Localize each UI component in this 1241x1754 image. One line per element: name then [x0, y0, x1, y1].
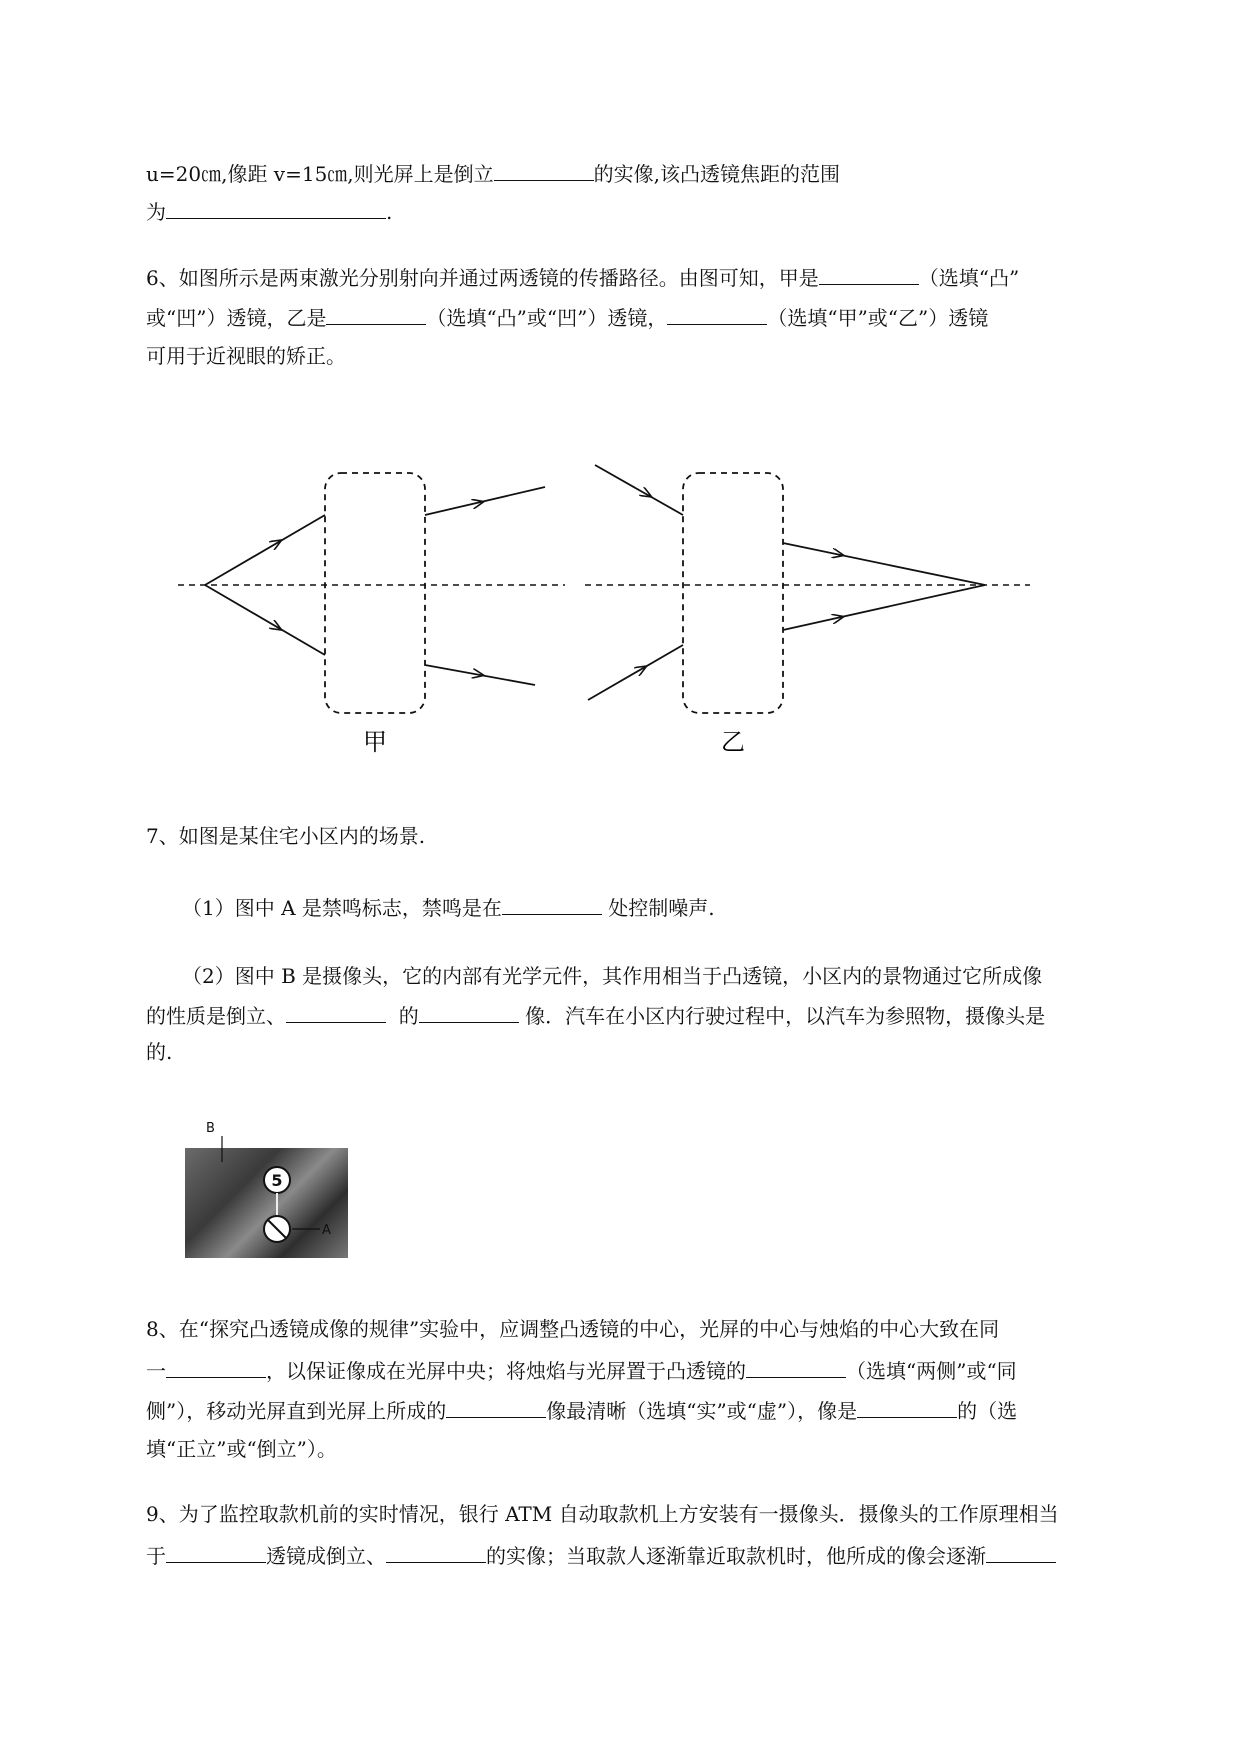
ray-yi-in-lower: [588, 645, 683, 700]
q8-text-e: 侧”），移动光屏直到光屏上所成的: [146, 1399, 447, 1423]
answer-blank[interactable]: [166, 196, 386, 219]
photo-label-b: B: [206, 1121, 215, 1136]
answer-blank[interactable]: [857, 1395, 957, 1418]
q9-text-c: 透镜成倒立、: [266, 1544, 386, 1568]
answer-blank[interactable]: [746, 1355, 846, 1378]
q8-text-a: 8、在“探究凸透镜成像的规律”实验中，应调整凸透镜的中心，光屏的中心与烛焰的中心大致在同: [146, 1317, 1000, 1341]
ray-jia-in-upper: [205, 515, 325, 585]
q8-text-f: 像最清晰（选填“实”或“虚”），像是: [546, 1399, 858, 1423]
q6-line3: [146, 342, 346, 370]
photo-label-a: A: [322, 1223, 331, 1238]
q5-text-d: .: [386, 200, 393, 224]
q6-text-b: （选填“凸”: [918, 266, 1020, 290]
q8-text-h: 填“正立”或“倒立”）。: [146, 1437, 337, 1461]
q6-text-a: 6、如图所示是两束激光分别射向并通过两透镜的传播路径。由图可知，甲是: [146, 266, 819, 290]
answer-blank[interactable]: [446, 1395, 546, 1418]
ray-jia-out-upper: [425, 487, 545, 515]
q5-text-b: 的实像,该凸透镜焦距的范围: [593, 162, 841, 186]
q8-text-d: （选填“两侧”或“同: [846, 1359, 1017, 1383]
q7-line1: [146, 822, 425, 850]
answer-blank[interactable]: [166, 1540, 266, 1563]
q9-text-b: 于: [146, 1544, 166, 1568]
q7-text-d: （2）图中 B 是摄像头，它的内部有光学元件，其作用相当于凸透镜，小区内的景物通过它所成像: [182, 964, 1043, 988]
answer-blank[interactable]: [502, 892, 602, 915]
q7-text-f: 的: [398, 1004, 419, 1028]
ray-yi-out-lower: [783, 585, 985, 630]
q8-line4: [146, 1435, 337, 1463]
answer-blank[interactable]: [667, 302, 767, 325]
q7-line5: [146, 1038, 172, 1066]
answer-blank[interactable]: [166, 1355, 266, 1378]
q7-text-a: 7、如图是某住宅小区内的场景.: [146, 824, 426, 848]
label-yi: 乙: [721, 728, 745, 756]
q7-text-b: （1）图中 A 是禁鸣标志，禁鸣是在: [182, 896, 502, 920]
q8-line1: [146, 1315, 999, 1343]
lens-jia: [325, 473, 425, 713]
answer-blank[interactable]: [386, 1540, 486, 1563]
ray-yi-out-upper: [783, 543, 985, 585]
q8-text-g: 的（选: [957, 1399, 1018, 1423]
q8-text-c: ，以保证像成在光屏中央；将烛焰与光屏置于凸透镜的: [266, 1359, 746, 1383]
q9-line2: [146, 1540, 1056, 1570]
answer-blank[interactable]: [986, 1540, 1056, 1563]
ray-jia-out-lower: [425, 665, 535, 685]
answer-blank[interactable]: [286, 1000, 386, 1023]
q7-line4: [146, 1000, 1045, 1030]
answer-blank[interactable]: [419, 1000, 519, 1023]
q5-text-c: 为: [146, 200, 166, 224]
q7-text-e: 的性质是倒立、: [146, 1004, 286, 1028]
lens-diagram: [170, 445, 1070, 775]
q7-text-h: 的.: [146, 1040, 173, 1064]
q5-line2: [146, 196, 392, 226]
answer-blank[interactable]: [326, 302, 426, 325]
ray-jia-in-lower: [205, 585, 325, 655]
q5-line1: [146, 158, 840, 188]
q6-text-f: 可用于近视眼的矫正。: [146, 344, 346, 368]
q6-text-c: 或“凹”）透镜，乙是: [146, 306, 327, 330]
q8-text-b: 一: [146, 1359, 166, 1383]
speed-limit-number: 5: [271, 1171, 283, 1190]
q8-line2: [146, 1355, 1017, 1385]
answer-blank[interactable]: [494, 158, 594, 181]
q6-text-e: （选填“甲”或“乙”）透镜: [767, 306, 989, 330]
q9-line1: [146, 1500, 1059, 1528]
q9-text-a: 9、为了监控取款机前的实时情况，银行 ATM 自动取款机上方安装有一摄像头．摄像头的工作原理相当: [146, 1502, 1059, 1526]
q7-line3: [182, 962, 1042, 990]
ray-yi-in-upper: [595, 465, 683, 515]
q6-line2: [146, 302, 988, 332]
q7-text-g: 像．汽车在小区内行驶过程中，以汽车为参照物，摄像头是: [525, 1004, 1046, 1028]
lens-yi: [683, 473, 783, 713]
answer-blank[interactable]: [819, 262, 919, 285]
label-jia: 甲: [363, 728, 387, 756]
q8-line3: [146, 1395, 1017, 1425]
q6-line1: [146, 262, 1019, 292]
photo-annotations: [180, 1112, 380, 1262]
q9-text-d: 的实像；当取款人逐渐靠近取款机时，他所成的像会逐渐: [486, 1544, 986, 1568]
q7-text-c: 处控制噪声.: [608, 896, 715, 920]
q5-text-a: u=20㎝,像距 v=15㎝,则光屏上是倒立: [146, 162, 494, 186]
q6-text-d: （选填“凸”或“凹”）透镜，: [426, 306, 668, 330]
q7-line2: [182, 892, 715, 922]
